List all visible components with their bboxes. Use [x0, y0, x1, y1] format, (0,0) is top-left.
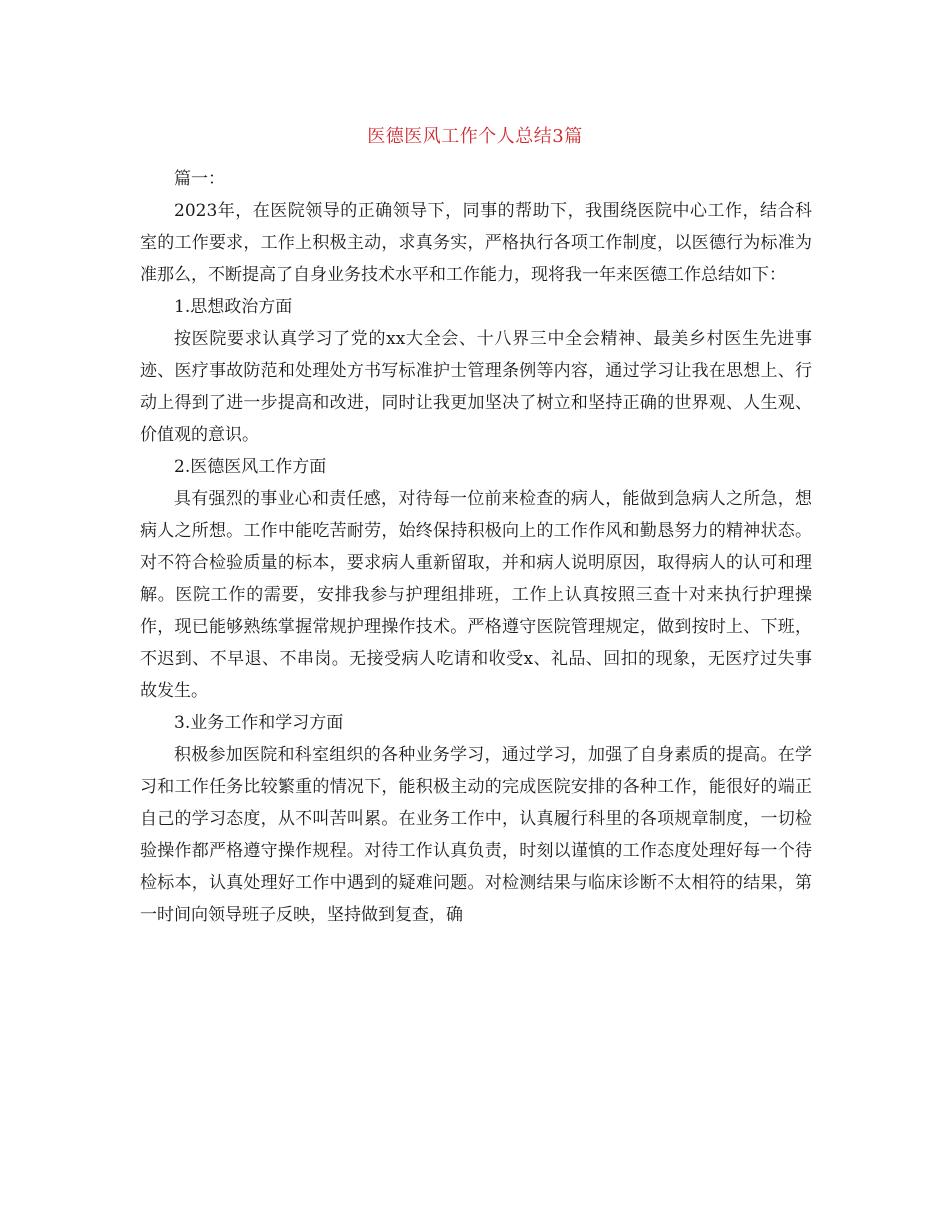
- ethics-paragraph: 具有强烈的事业心和责任感，对待每一位前来检查的病人，能做到急病人之所急，想病人之所想。工作中能吃苦耐劳，始终保持积极向上的工作作风和勤恳努力的精神状态。对不符合检验质量的标本，要求病人重新留取，并和病人说明原因，取得病人的认可和理解。医院工作的需要，安排我参与护理组排班，工作上认真按照三查十对来执行护理操作，现已能够熟练掌握常规护理操作技术。严格遵守医院管理规定，做到按时上、下班，不迟到、不早退、不串岗。无接受病人吃请和收受x、礼品、回扣的现象，无医疗过失事故发生。: [140, 489, 812, 701]
- document-title: 医德医风工作个人总结3篇: [367, 126, 583, 147]
- intro-paragraph: 2023年，在医院领导的正确领导下，同事的帮助下，我围绕医院中心工作，结合科室的工作要求，工作上积极主动，求真务实，严格执行各项工作制度，以医德行为标准为准那么，不断提高了自身业务技术水平和工作能力，现将我一年来医德工作总结如下：: [140, 201, 812, 285]
- section-label-part-one: 篇一：: [174, 169, 225, 189]
- political-paragraph: 按医院要求认真学习了党的xx大全会、十八界三中全会精神、最美乡村医生先进事迹、医疗事故防范和处理处方书写标准护士管理条例等内容，通过学习让我在思想上、行动上得到了进一步提高和改进，同时让我更加坚决了树立和坚持正确的世界观、人生观、价值观的意识。: [140, 329, 812, 445]
- section-heading-ethics: 2.医德医风工作方面: [174, 457, 327, 477]
- document-body: [140, 163, 812, 931]
- work-study-paragraph: 积极参加医院和科室组织的各种业务学习，通过学习，加强了自身素质的提高。在学习和工作任务比较繁重的情况下，能积极主动的完成医院安排的各种工作，能很好的端正自己的学习态度，从不叫苦叫累。在业务工作中，认真履行科里的各项规章制度，一切检验操作都严格遵守操作规程。对待工作认真负责，时刻以谨慎的工作态度处理好每一个待检标本，认真处理好工作中遇到的疑难问题。对检测结果与临床诊断不太相符的结果，第一时间向领导班子反映，坚持做到复查，确: [140, 745, 812, 925]
- section-heading-political: 1.思想政治方面: [174, 297, 293, 317]
- section-heading-work-study: 3.业务工作和学习方面: [174, 713, 344, 733]
